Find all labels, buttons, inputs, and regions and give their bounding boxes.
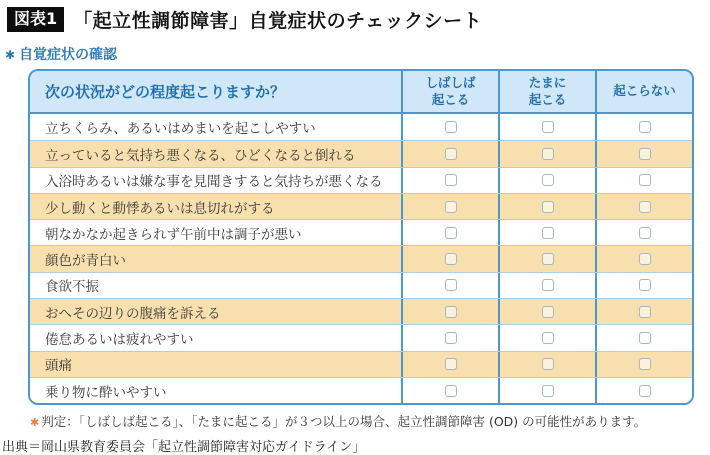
symptom-checksheet-table [28,69,694,405]
checkbox-sometimes[interactable] [542,279,554,291]
asterisk-bullet-icon: ✱ [30,416,40,430]
table-row [30,193,692,219]
column-header-often-line1: しばしば [425,74,476,90]
cell-often [401,273,498,298]
column-header-often-line2: 起こる [431,91,470,107]
table-row [30,377,692,403]
cell-never [595,194,692,219]
table-row [30,114,692,140]
symptom-label: 乗り物に酔いやすい [45,384,167,401]
figure-title: 「起立性調節障害」自覚症状のチェックシート [73,10,483,32]
cell-sometimes [498,378,595,403]
checkbox-often[interactable] [445,306,457,318]
checkbox-never[interactable] [639,227,651,239]
table-row [30,324,692,350]
cell-often [401,246,498,271]
cell-never [595,246,692,271]
column-header-sometimes-line1: たまに [528,74,567,90]
cell-often [401,220,498,245]
checkbox-often[interactable] [445,174,457,186]
checkbox-sometimes[interactable] [542,306,554,318]
cell-never [595,378,692,403]
checkbox-never[interactable] [639,332,651,344]
checkbox-often[interactable] [445,201,457,213]
checkbox-often[interactable] [445,358,457,370]
checkbox-sometimes[interactable] [542,358,554,370]
cell-never [595,325,692,350]
checkbox-never[interactable] [639,253,651,265]
table-row [30,351,692,377]
checkbox-never[interactable] [639,201,651,213]
cell-sometimes [498,325,595,350]
symptom-label: 顔色が青白い [45,253,126,270]
symptom-label: 食欲不振 [45,279,99,296]
checkbox-never[interactable] [639,358,651,370]
table-header-row [30,71,692,114]
cell-never [595,141,692,166]
judgment-note [30,412,710,430]
column-header-sometimes-line2: 起こる [528,91,567,107]
cell-sometimes [498,246,595,271]
figure-number-badge: 図表1 [7,7,64,32]
symptom-label: 立ちくらみ、あるいはめまいを起こしやすい [45,121,316,138]
checkbox-never[interactable] [639,121,651,133]
checkbox-never[interactable] [639,174,651,186]
column-header-often [401,71,498,112]
cell-often [401,141,498,166]
cell-never [595,299,692,324]
section-label [5,44,710,64]
checkbox-sometimes[interactable] [542,227,554,239]
checkbox-often[interactable] [445,253,457,265]
symptom-label: 立っていると気持ち悪くなる、ひどくなると倒れる [45,147,356,164]
symptom-label: 倦怠あるいは疲れやすい [45,332,194,349]
cell-often [401,114,498,140]
checkbox-never[interactable] [639,385,651,397]
figure-title-row [0,0,710,33]
column-header-sometimes [498,71,595,112]
cell-never [595,168,692,193]
section-label-text: 自覚症状の確認 [19,47,118,63]
checkbox-sometimes[interactable] [542,148,554,160]
checkbox-often[interactable] [445,227,457,239]
column-header-never-line1: 起こらない [613,83,676,99]
table-row [30,298,692,324]
checkbox-often[interactable] [445,121,457,133]
table-row [30,167,692,193]
cell-often [401,299,498,324]
symptom-label: 朝なかなか起きられず午前中は調子が悪い [45,226,302,243]
cell-often [401,325,498,350]
cell-often [401,378,498,403]
cell-sometimes [498,352,595,377]
checkbox-sometimes[interactable] [542,385,554,397]
cell-sometimes [498,168,595,193]
cell-sometimes [498,299,595,324]
checkbox-never[interactable] [639,279,651,291]
cell-sometimes [498,141,595,166]
checkbox-never[interactable] [639,306,651,318]
judgment-text: 判定：「しばしば起こる」、「たまに起こる」が３つ以上の場合、起立性調節障害 (OD) の可能性があります。 [41,414,647,430]
checkbox-sometimes[interactable] [542,201,554,213]
table-row [30,219,692,245]
checkbox-sometimes[interactable] [542,253,554,265]
asterisk-bullet-icon: ✱ [5,48,16,62]
checkbox-often[interactable] [445,279,457,291]
symptom-label: おへその辺りの腹痛を訴える [45,305,221,322]
symptom-label: 頭痛 [45,358,72,375]
checkbox-often[interactable] [445,148,457,160]
cell-often [401,194,498,219]
cell-never [595,114,692,140]
cell-often [401,168,498,193]
checkbox-never[interactable] [639,148,651,160]
checkbox-often[interactable] [445,385,457,397]
cell-never [595,220,692,245]
cell-sometimes [498,114,595,140]
source-citation: 出典＝岡山県教育委員会「起立性調節障害対応ガイドライン」 [2,440,366,455]
table-row [30,272,692,298]
cell-sometimes [498,220,595,245]
symptom-label: 入浴時あるいは嫌な事を見聞きすると気持ちが悪くなる [45,174,383,191]
question-column-header: 次の状況がどの程度起こりますか？ [45,83,286,101]
checkbox-often[interactable] [445,332,457,344]
table-row [30,245,692,271]
column-header-never [595,71,692,112]
cell-never [595,273,692,298]
table-body [30,114,692,403]
checkbox-sometimes[interactable] [542,174,554,186]
cell-sometimes [498,273,595,298]
checkbox-sometimes[interactable] [542,332,554,344]
symptom-label: 少し動くと動悸あるいは息切れがする [45,200,275,217]
cell-never [595,352,692,377]
table-row [30,140,692,166]
cell-often [401,352,498,377]
checkbox-sometimes[interactable] [542,121,554,133]
cell-sometimes [498,194,595,219]
